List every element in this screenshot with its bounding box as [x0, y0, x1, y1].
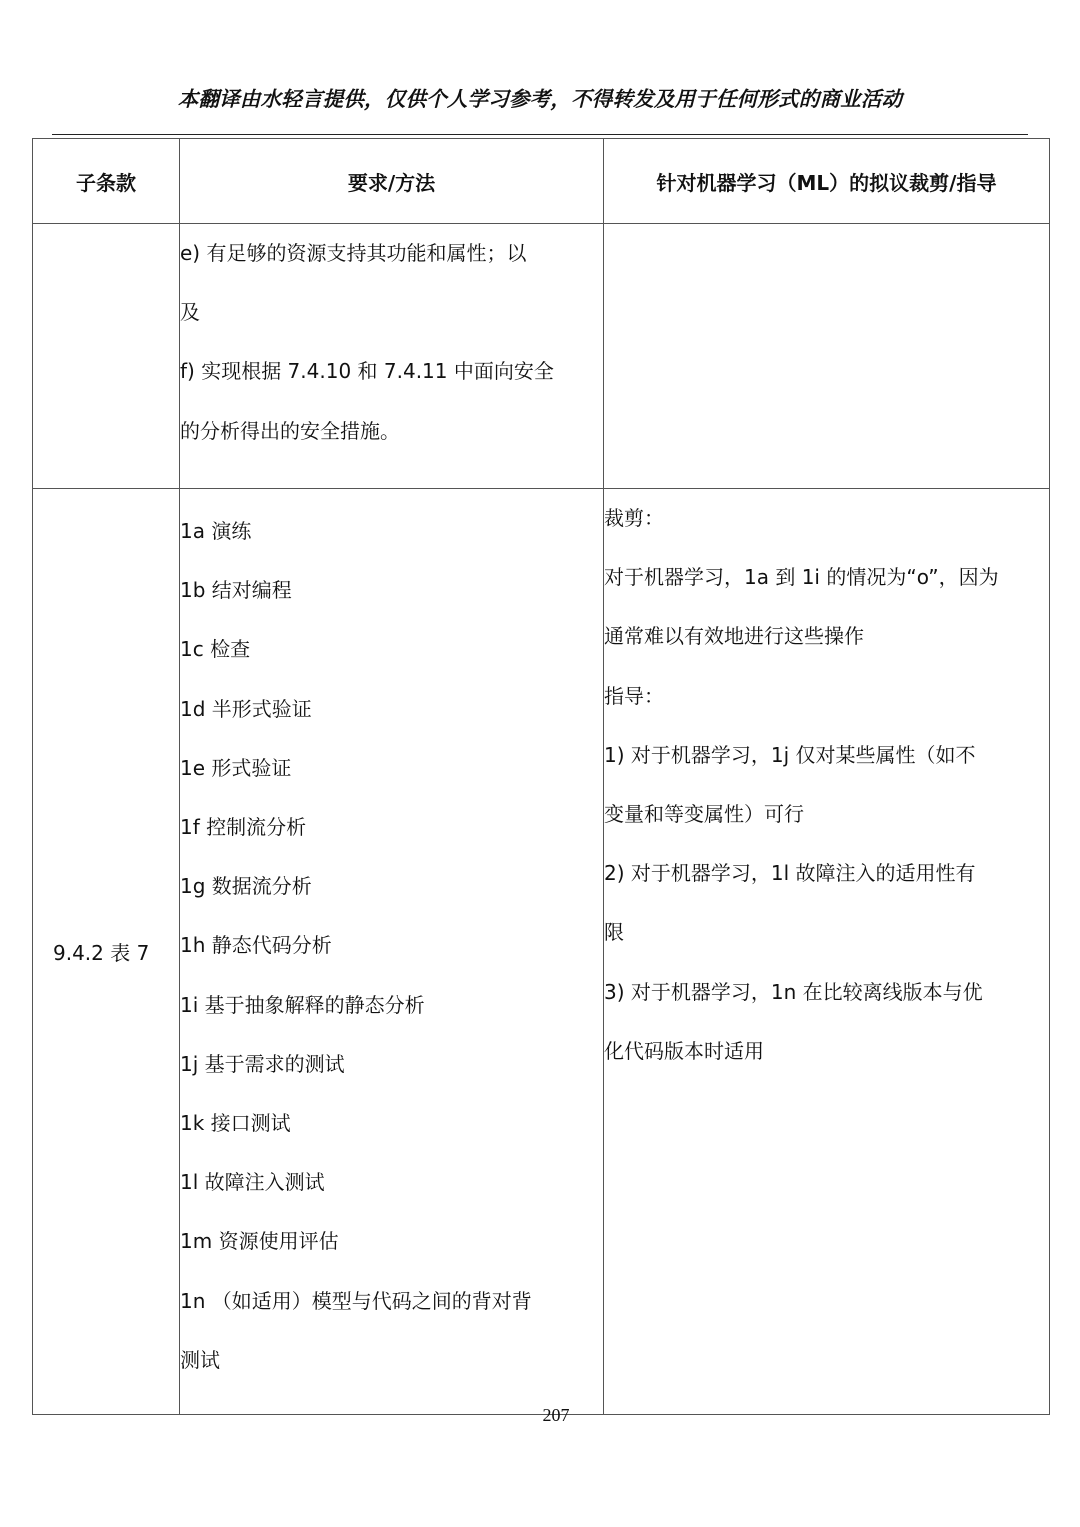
translation-disclaimer: 本翻译由水轻言提供，仅供个人学习参考，不得转发及用于任何形式的商业活动: [177, 87, 903, 111]
method-1g: 1g 数据流分析: [180, 874, 312, 899]
table-row: [33, 489, 1050, 1415]
guidance-line: 通常难以有效地进行这些操作: [604, 624, 864, 649]
requirements-table: [32, 138, 1050, 1415]
guidance-line: 2) 对于机器学习，1l 故障注入的适用性有: [604, 861, 976, 886]
page-number: 207: [542, 1405, 570, 1425]
method-1j: 1j 基于需求的测试: [180, 1051, 345, 1076]
guidance-line: 化代码版本时适用: [604, 1038, 764, 1063]
table-row: [33, 224, 1050, 489]
method-1n-continued: 测试: [180, 1347, 220, 1372]
header-requirements: 要求/方法: [180, 139, 604, 224]
row1-subclause: [33, 224, 180, 489]
row1-guidance: [604, 224, 1050, 489]
row2-subclause: 9.4.2 表 7: [33, 489, 180, 1415]
guidance-line: 对于机器学习，1a 到 1i 的情况为“o”，因为: [604, 565, 999, 590]
row2-requirements: [180, 489, 604, 1415]
header-ml-guidance: 针对机器学习（ML）的拟议裁剪/指导: [604, 139, 1050, 224]
method-1d: 1d 半形式验证: [180, 696, 312, 721]
method-1b: 1b 结对编程: [180, 578, 292, 603]
requirement-line: 的分析得出的安全措施。: [180, 418, 400, 443]
guidance-line: 限: [604, 920, 624, 945]
method-1i: 1i 基于抽象解释的静态分析: [180, 992, 425, 1017]
requirement-line: e) 有足够的资源支持其功能和属性；以: [180, 241, 527, 265]
table-header-row: [33, 139, 1050, 224]
header-subclause: 子条款: [33, 139, 180, 224]
method-1f: 1f 控制流分析: [180, 815, 307, 840]
guidance-line: 1) 对于机器学习，1j 仅对某些属性（如不: [604, 742, 976, 767]
method-1l: 1l 故障注入测试: [180, 1170, 325, 1195]
method-1e: 1e 形式验证: [180, 755, 292, 780]
guidance-line: 3) 对于机器学习，1n 在比较离线版本与优: [604, 979, 983, 1004]
requirement-line: 及: [180, 300, 200, 325]
method-1k: 1k 接口测试: [180, 1111, 291, 1136]
row2-guidance: [604, 489, 1050, 1415]
method-1c: 1c 检查: [180, 637, 251, 662]
row1-requirements: [180, 224, 604, 489]
method-1h: 1h 静态代码分析: [180, 933, 332, 958]
header-divider: [52, 134, 1028, 135]
method-1m: 1m 资源使用评估: [180, 1229, 339, 1254]
method-1n: 1n （如适用）模型与代码之间的背对背: [180, 1288, 532, 1313]
requirement-line: f) 实现根据 7.4.10 和 7.4.11 中面向安全: [180, 359, 554, 384]
guidance-line: 指导：: [604, 683, 664, 708]
guidance-line: 变量和等变属性）可行: [604, 802, 804, 827]
guidance-line: 裁剪：: [604, 506, 664, 530]
method-1a: 1a 演练: [180, 519, 252, 543]
